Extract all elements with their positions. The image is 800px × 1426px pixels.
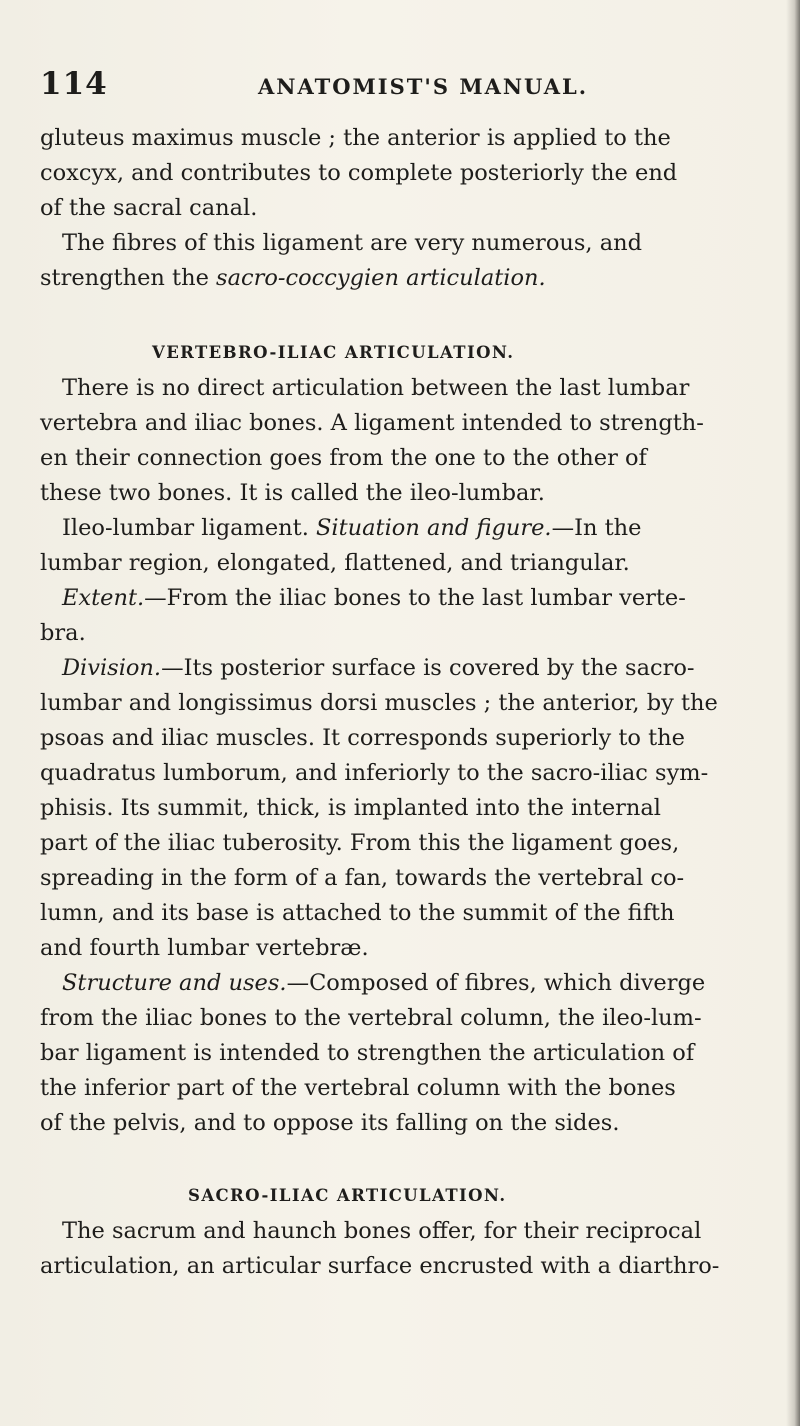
text-line: of the sacral canal.	[40, 195, 258, 221]
text-line: vertebra and iliac bones. A ligament intended to strength-	[40, 410, 704, 436]
text-line: bra.	[40, 620, 86, 646]
italic-term: Situation and figure.	[316, 515, 552, 541]
italic-term: Extent.	[62, 585, 145, 611]
section-heading-vertebro-iliac: VERTEBRO-ILIAC ARTICULATION.	[152, 343, 515, 362]
text-line: coxcyx, and contributes to complete posteriorly the end	[40, 160, 678, 186]
running-head: ANATOMIST'S MANUAL.	[258, 74, 589, 99]
text-segment: strengthen the	[40, 265, 217, 291]
text-line: en their connection goes from the one to the other of	[40, 445, 647, 471]
text-segment: —Its posterior surface is covered by the sacro-	[161, 655, 695, 681]
text-line	[62, 583, 792, 613]
page-edge-shadow	[786, 0, 800, 1426]
text-line: from the iliac bones to the vertebral column, the ileo-lum-	[40, 1005, 702, 1031]
italic-term: Structure and uses.	[62, 970, 287, 996]
text-line: spreading in the form of a fan, towards the vertebral co-	[40, 865, 685, 891]
page-header	[40, 66, 770, 106]
text-line: lumbar and longissimus dorsi muscles ; the anterior, by the	[40, 690, 718, 716]
text-line: of the pelvis, and to oppose its falling on the sides.	[40, 1110, 620, 1136]
text-line: phisis. Its summit, thick, is implanted into the internal	[40, 795, 662, 821]
section-heading-sacro-iliac: SACRO-ILIAC ARTICULATION.	[188, 1186, 507, 1205]
text-line: psoas and iliac muscles. It corresponds superiorly to the	[40, 725, 685, 751]
text-segment: —Composed of fibres, which diverge	[286, 970, 706, 996]
text-line: these two bones. It is called the ileo-lumbar.	[40, 480, 545, 506]
italic-term: Division.	[62, 655, 162, 681]
text-line: There is no direct articulation between the last lumbar	[62, 375, 690, 401]
text-line: part of the iliac tuberosity. From this the ligament goes,	[40, 830, 680, 856]
page-number: 114	[40, 66, 108, 102]
text-line	[62, 513, 792, 543]
text-line: articulation, an articular surface encrusted with a diarthro-	[40, 1253, 720, 1279]
text-line	[62, 653, 792, 683]
text-line: gluteus maximus muscle ; the anterior is applied to the	[40, 125, 671, 151]
text-line: and fourth lumbar vertebræ.	[40, 935, 369, 961]
text-line: lumn, and its base is attached to the summit of the fifth	[40, 900, 675, 926]
text-line	[62, 968, 792, 998]
text-line: lumbar region, elongated, flattened, and triangular.	[40, 550, 630, 576]
text-segment: —In the	[551, 515, 642, 541]
text-line: The sacrum and haunch bones offer, for their reciprocal	[62, 1218, 702, 1244]
text-segment: Ileo-lumbar ligament.	[62, 515, 316, 541]
text-line: the inferior part of the vertebral column with the bones	[40, 1075, 676, 1101]
italic-term: sacro-coccygien articulation.	[216, 265, 546, 291]
text-line: The fibres of this ligament are very numerous, and	[62, 230, 643, 256]
text-line: bar ligament is intended to strengthen the articulation of	[40, 1040, 695, 1066]
text-segment: —From the iliac bones to the last lumbar verte-	[144, 585, 686, 611]
text-line: quadratus lumborum, and inferiorly to the sacro-iliac sym-	[40, 760, 709, 786]
text-line	[40, 263, 770, 293]
